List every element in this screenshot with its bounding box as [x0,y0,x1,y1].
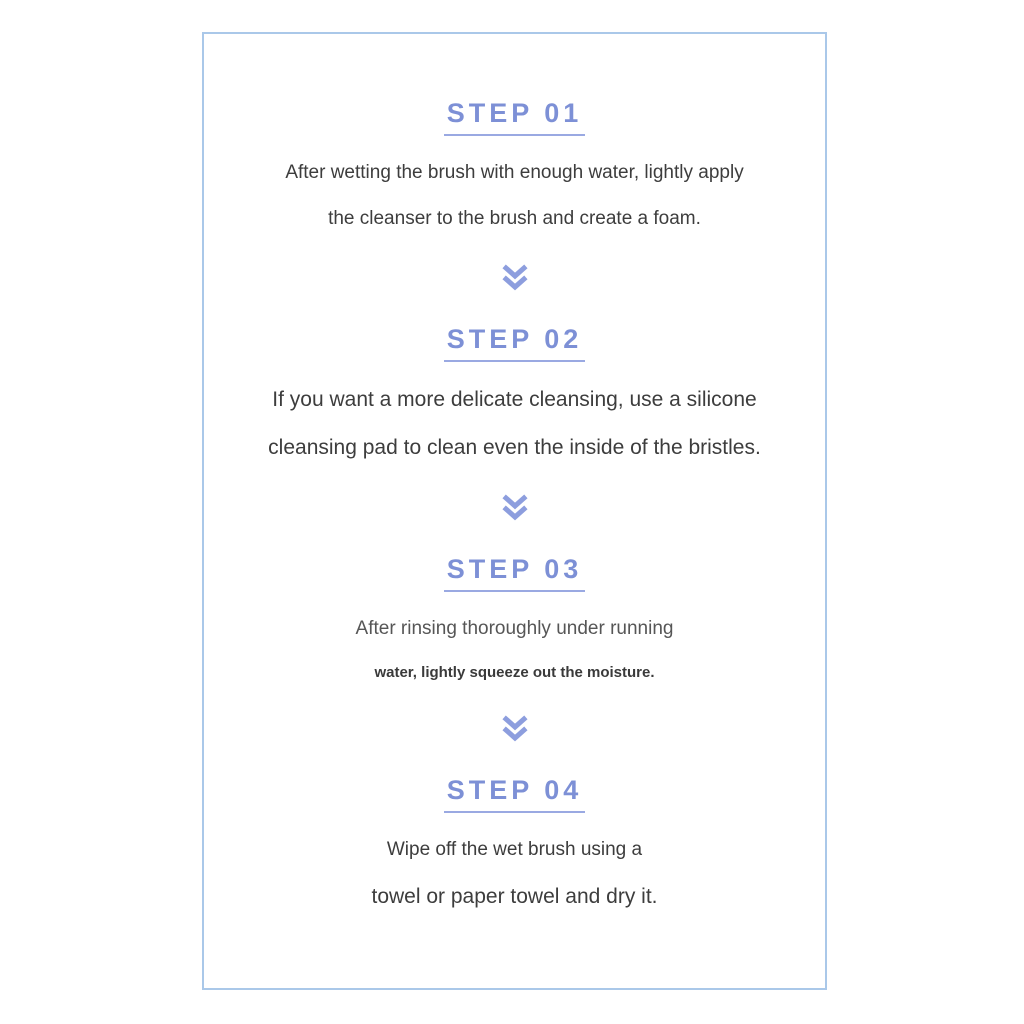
step-01-text-line-2: the cleanser to the brush and create a foam. [328,208,701,229]
step-01-text-line-1: After wetting the brush with enough water, lightly apply [285,162,744,183]
cleaning-steps-card [202,32,827,990]
step-section-02 [268,324,761,460]
step-03-text-line-2: water, lightly squeeze out the moisture. [374,664,655,681]
step-02-text-line-2: cleansing pad to clean even the inside of the bristles. [268,436,761,459]
double-chevron-down-icon [501,264,529,296]
step-02-title: STEP 02 [444,324,586,362]
step-section-04 [372,775,658,909]
step-04-text-line-2: towel or paper towel and dry it. [371,885,658,908]
step-01-title: STEP 01 [444,98,586,136]
double-chevron-down-icon [501,494,529,526]
step-02-text-line-1: If you want a more delicate cleansing, use a silicone [272,388,757,411]
step-section-01 [285,98,743,230]
double-chevron-down-icon [501,715,529,747]
step-04-text-line-1: Wipe off the wet brush using a [386,839,643,860]
step-04-title: STEP 04 [444,775,586,813]
step-03-text-line-1: After rinsing thoroughly under running [355,618,674,639]
step-03-title: STEP 03 [444,554,586,592]
step-section-03 [356,554,674,681]
